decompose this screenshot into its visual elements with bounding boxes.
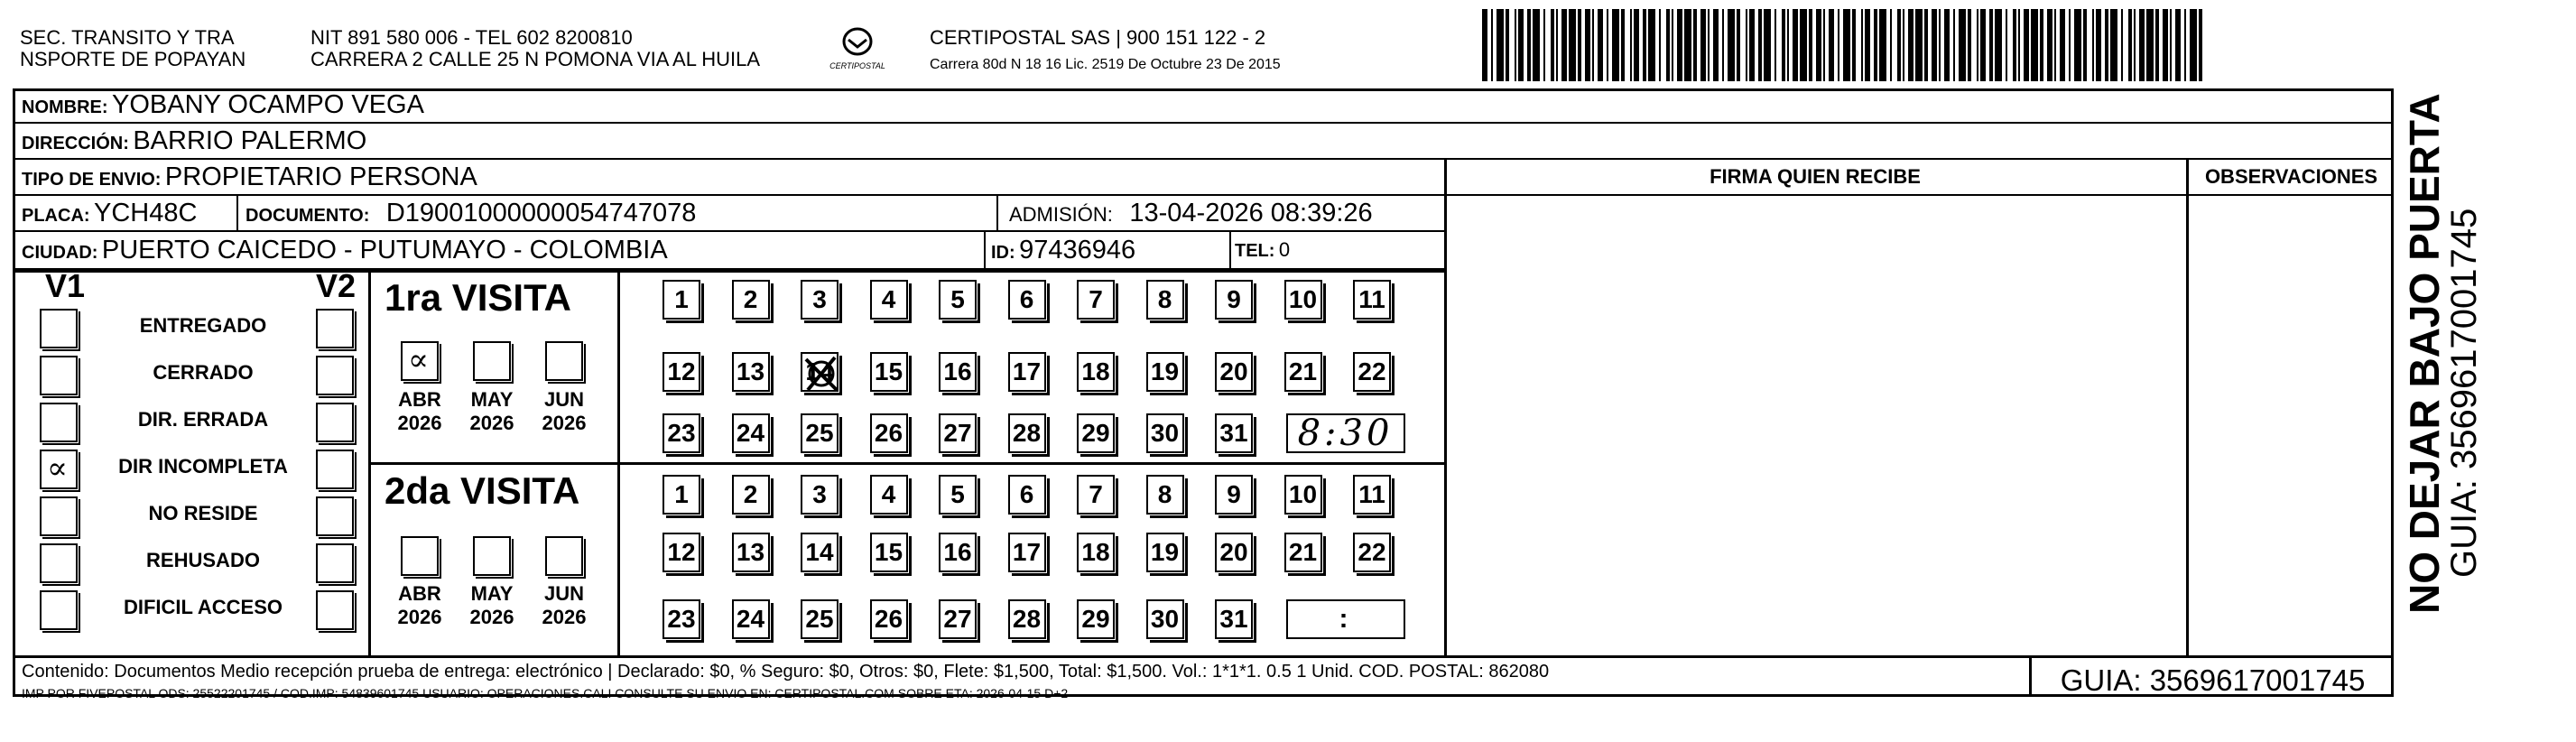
first-visit-month-jun[interactable] xyxy=(545,341,583,381)
documento-field: DOCUMENTO: D19001000000054747078 xyxy=(246,199,697,227)
v2-checkbox-cerrado[interactable] xyxy=(316,356,354,395)
first-visit-time-field[interactable]: 8:30 xyxy=(1286,413,1405,453)
second-visit-day-15[interactable]: 15 xyxy=(870,533,908,572)
first-visit-day-7[interactable]: 7 xyxy=(1077,280,1115,320)
v1-checkbox-rehusado[interactable] xyxy=(40,543,78,583)
second-visit-day-3[interactable]: 3 xyxy=(801,475,839,515)
admision-value: 13-04-2026 08:39:26 xyxy=(1129,199,1373,227)
first-visit-month-may[interactable] xyxy=(473,341,511,381)
first-visit-day-23[interactable]: 23 xyxy=(663,413,700,453)
second-visit-month-label-jun: JUN 2026 xyxy=(542,582,587,628)
first-visit-day-1[interactable]: 1 xyxy=(663,280,700,320)
first-visit-day-9[interactable]: 9 xyxy=(1215,280,1253,320)
status-label-dir-incompleta: DIR INCOMPLETA xyxy=(118,455,288,478)
footer-line-1: Contenido: Documentos Medio recepción prueba de entrega: electrónico | Declarado: $0, % Seguro: $0, Otros: $0, Flete: $1,500, Total: $1,500. Vol.: 1*1*1. 0.5 1 Unid. COD. POSTAL: 862080 xyxy=(22,662,1550,682)
first-visit-day-17[interactable]: 17 xyxy=(1008,352,1046,392)
first-visit-day-19[interactable]: 19 xyxy=(1146,352,1184,392)
second-visit-month-label-may: MAY 2026 xyxy=(469,582,514,628)
placa-field: PLACA: YCH48C xyxy=(22,199,198,227)
company-license: Carrera 80d N 18 16 Lic. 2519 De Octubre 23 De 2015 xyxy=(930,57,1281,72)
second-visit-day-19[interactable]: 19 xyxy=(1146,533,1184,572)
observaciones-header: OBSERVACIONES xyxy=(2204,165,2378,188)
tipo-envio-value: PROPIETARIO PERSONA xyxy=(164,162,477,191)
second-visit-day-13[interactable]: 13 xyxy=(732,533,770,572)
address-line: CARRERA 2 CALLE 25 N POMONA VIA AL HUILA xyxy=(310,48,761,70)
second-visit-month-may[interactable] xyxy=(473,536,511,576)
v1-checkbox-cerrado[interactable] xyxy=(40,356,78,395)
first-visit-day-13[interactable]: 13 xyxy=(732,352,770,392)
observations-area[interactable] xyxy=(2189,196,2394,658)
status-label-cerrado: CERRADO xyxy=(153,361,254,384)
second-visit-day-6[interactable]: 6 xyxy=(1008,475,1046,515)
first-visit-month-label-abr: ABR 2026 xyxy=(397,388,442,434)
first-visit-day-2[interactable]: 2 xyxy=(732,280,770,320)
ciudad-value: PUERTO CAICEDO - PUTUMAYO - COLOMBIA xyxy=(101,236,668,264)
first-visit-day-20[interactable]: 20 xyxy=(1215,352,1253,392)
v2-checkbox-dir-incompleta[interactable] xyxy=(316,450,354,489)
tel-field: TEL: 0 xyxy=(1235,238,1291,261)
second-visit-day-23[interactable]: 23 xyxy=(663,599,700,639)
id-value: 97436946 xyxy=(1019,236,1136,264)
v1-checkbox-dir-incompleta[interactable] xyxy=(40,450,78,489)
first-visit-day-11[interactable]: 11 xyxy=(1353,280,1391,320)
second-visit-day-7[interactable]: 7 xyxy=(1077,475,1115,515)
second-visit-day-8[interactable]: 8 xyxy=(1146,475,1184,515)
second-visit-month-label-abr: ABR 2026 xyxy=(397,582,442,628)
second-visit-time-field[interactable]: : xyxy=(1286,599,1405,639)
second-visit-day-27[interactable]: 27 xyxy=(939,599,977,639)
direccion-value: BARRIO PALERMO xyxy=(133,126,367,155)
v1-checkbox-dir-errada[interactable] xyxy=(40,403,78,442)
v2-checkbox-rehusado[interactable] xyxy=(316,543,354,583)
second-visit-day-4[interactable]: 4 xyxy=(870,475,908,515)
second-visit-day-9[interactable]: 9 xyxy=(1215,475,1253,515)
id-field: ID: 97436946 xyxy=(991,236,1136,264)
first-visit-month-label-may: MAY 2026 xyxy=(469,388,514,434)
v2-checkbox-no-reside[interactable] xyxy=(316,496,354,536)
sender-line-2: NSPORTE DE POPAYAN xyxy=(20,48,246,70)
first-visit-day-15[interactable]: 15 xyxy=(870,352,908,392)
second-visit-day-20[interactable]: 20 xyxy=(1215,533,1253,572)
first-visit-title: 1ra VISITA xyxy=(385,276,571,319)
footer-guia: GUIA: 3569617001745 xyxy=(2060,663,2366,697)
first-visit-month-mark: ∝ xyxy=(408,342,430,378)
first-visit-day-31[interactable]: 31 xyxy=(1215,413,1253,453)
second-visit-title: 2da VISITA xyxy=(385,469,580,512)
first-visit-day-10[interactable]: 10 xyxy=(1284,280,1322,320)
second-visit-day-18[interactable]: 18 xyxy=(1077,533,1115,572)
v2-checkbox-dir-errada[interactable] xyxy=(316,403,354,442)
side-text xyxy=(2401,0,2484,614)
second-visit-day-1[interactable]: 1 xyxy=(663,475,700,515)
signature-area[interactable] xyxy=(1447,196,2186,658)
first-visit-month-label-jun: JUN 2026 xyxy=(542,388,587,434)
second-visit-day-22[interactable]: 22 xyxy=(1353,533,1391,572)
v1-checkbox-entregado[interactable] xyxy=(40,309,78,348)
v2-header: V2 xyxy=(316,267,357,304)
svg-text:CERTIPOSTAL: CERTIPOSTAL xyxy=(829,61,885,70)
v2-checkbox-entregado[interactable] xyxy=(316,309,354,348)
tipo-envio-field: TIPO DE ENVIO: PROPIETARIO PERSONA xyxy=(22,162,477,191)
certipostal-logo xyxy=(826,22,889,78)
v1-checkbox-no-reside[interactable] xyxy=(40,496,78,536)
v1-checkbox-dificil-acceso[interactable] xyxy=(40,590,78,630)
nombre-value: YOBANY OCAMPO VEGA xyxy=(112,90,424,119)
barcode xyxy=(1482,9,2215,81)
company-line: CERTIPOSTAL SAS | 900 151 122 - 2 xyxy=(930,26,1266,49)
side-guia: GUIA: 3569617001745 xyxy=(2444,208,2484,578)
second-visit-day-14[interactable]: 14 xyxy=(801,533,839,572)
second-visit-day-11[interactable]: 11 xyxy=(1353,475,1391,515)
second-visit-day-29[interactable]: 29 xyxy=(1077,599,1115,639)
second-visit-month-jun[interactable] xyxy=(545,536,583,576)
first-visit-day-24[interactable]: 24 xyxy=(732,413,770,453)
second-visit-day-24[interactable]: 24 xyxy=(732,599,770,639)
first-visit-day-12[interactable]: 12 xyxy=(663,352,700,392)
first-visit-day-29[interactable]: 29 xyxy=(1077,413,1115,453)
second-visit-day-17[interactable]: 17 xyxy=(1008,533,1046,572)
status-label-rehusado: REHUSADO xyxy=(146,549,260,571)
first-visit-day-25[interactable]: 25 xyxy=(801,413,839,453)
tel-value: 0 xyxy=(1278,238,1291,261)
first-visit-day-cross-mark xyxy=(802,354,840,394)
first-visit-day-28[interactable]: 28 xyxy=(1008,413,1046,453)
footer-line-2: IMP POR FIVEPOSTAL ODS: 25522201745 / COD.IMP: 54839601745 USUARIO: OPERACIONES.CALI CONSULTE SU ENVIO EN: CERTIPOSTAL.COM SOBRE ETA: 2026-04-15 D+2 xyxy=(22,686,1069,700)
second-visit-day-16[interactable]: 16 xyxy=(939,533,977,572)
second-visit-day-12[interactable]: 12 xyxy=(663,533,700,572)
first-visit-month-abr[interactable] xyxy=(401,341,439,381)
first-visit-day-26[interactable]: 26 xyxy=(870,413,908,453)
second-visit-day-5[interactable]: 5 xyxy=(939,475,977,515)
second-visit-month-abr[interactable] xyxy=(401,536,439,576)
first-visit-day-3[interactable]: 3 xyxy=(801,280,839,320)
second-visit-day-28[interactable]: 28 xyxy=(1008,599,1046,639)
ciudad-field: CIUDAD: PUERTO CAICEDO - PUTUMAYO - COLOMBIA xyxy=(22,236,668,264)
first-visit-day-30[interactable]: 30 xyxy=(1146,413,1184,453)
firma-header: FIRMA QUIEN RECIBE xyxy=(1710,165,1921,188)
first-visit-day-8[interactable]: 8 xyxy=(1146,280,1184,320)
documento-value: D19001000000054747078 xyxy=(385,199,697,227)
second-visit-day-30[interactable]: 30 xyxy=(1146,599,1184,639)
second-visit-day-2[interactable]: 2 xyxy=(732,475,770,515)
second-visit-day-25[interactable]: 25 xyxy=(801,599,839,639)
first-visit-day-18[interactable]: 18 xyxy=(1077,352,1115,392)
placa-value: YCH48C xyxy=(94,199,198,227)
nombre-field: NOMBRE: YOBANY OCAMPO VEGA xyxy=(22,90,424,119)
second-visit-day-31[interactable]: 31 xyxy=(1215,599,1253,639)
v2-checkbox-dificil-acceso[interactable] xyxy=(316,590,354,630)
first-visit-day-22[interactable]: 22 xyxy=(1353,352,1391,392)
admision-field: ADMISIÓN: 13-04-2026 08:39:26 xyxy=(1009,199,1373,227)
first-visit-day-21[interactable]: 21 xyxy=(1284,352,1322,392)
status-label-no-reside: NO RESIDE xyxy=(148,502,258,524)
second-visit-day-10[interactable]: 10 xyxy=(1284,475,1322,515)
second-visit-day-21[interactable]: 21 xyxy=(1284,533,1322,572)
no-dejar-bajo-puerta: NO DEJAR BAJO PUERTA xyxy=(2401,93,2448,614)
first-visit-day-5[interactable]: 5 xyxy=(939,280,977,320)
first-visit-day-27[interactable]: 27 xyxy=(939,413,977,453)
first-visit-day-14[interactable]: 14 xyxy=(801,352,839,392)
v1-header: V1 xyxy=(45,267,86,304)
v1-check-mark: ∝ xyxy=(47,450,69,487)
first-visit-day-6[interactable]: 6 xyxy=(1008,280,1046,320)
status-label-dir-errada: DIR. ERRADA xyxy=(137,408,269,431)
nit-line: NIT 891 580 006 - TEL 602 8200810 xyxy=(310,26,633,49)
first-visit-day-4[interactable]: 4 xyxy=(870,280,908,320)
second-visit-day-26[interactable]: 26 xyxy=(870,599,908,639)
first-visit-day-16[interactable]: 16 xyxy=(939,352,977,392)
sender-line-1: SEC. TRANSITO Y TRA xyxy=(20,26,235,49)
direccion-field: DIRECCIÓN: BARRIO PALERMO xyxy=(22,126,367,155)
status-label-entregado: ENTREGADO xyxy=(139,314,267,337)
status-label-dificil-acceso: DIFICIL ACCESO xyxy=(123,596,283,618)
